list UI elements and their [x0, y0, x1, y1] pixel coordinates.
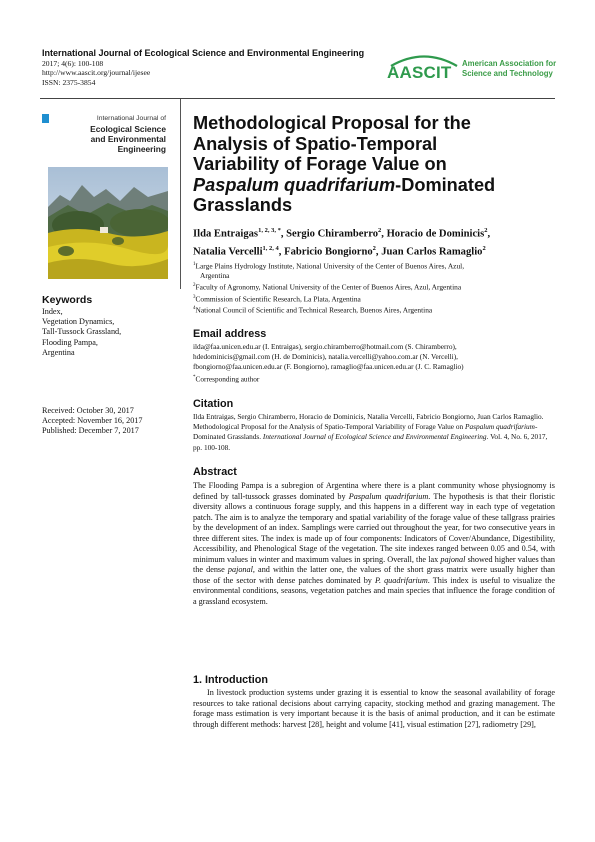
title-line: Grasslands [193, 195, 293, 216]
author-name: Juan Carlos Ramaglio [381, 246, 483, 258]
abstract-part: The Flooding Pampa is a subregion of Argentina where there is a plant community whose physiognomy is defined by tall-tussock grasses dominated by [193, 481, 555, 501]
author-separator: , [375, 246, 382, 258]
cover-title-intro: International Journal of [96, 115, 166, 122]
email-addresses [193, 342, 555, 384]
citation-part: Vol. 4, No. 6, 2017, pp. 100-108. [193, 432, 548, 452]
date-received: Received: October 30, 2017 [42, 406, 134, 415]
journal-url[interactable]: http://www.aascit.org/journal/ijesee [42, 68, 151, 78]
email-line[interactable]: hdedominicis@gmail.com (H. de Dominicis), natalia.vercelli@yahoo.com.ar (N. Vercelli), [193, 352, 458, 362]
corresponding-label: Corresponding author [195, 374, 260, 384]
cover-title [54, 114, 166, 154]
cover-landscape-image [48, 167, 168, 279]
author-affil-sup: 2 [482, 244, 486, 252]
journal-issn: ISSN: 2375-3854 [42, 77, 96, 87]
corresponding-author-note [193, 373, 555, 385]
introduction-heading: 1. Introduction [193, 674, 268, 686]
cover-title-line: and Environmental [90, 134, 166, 144]
logo-wordmark: AASCIT [387, 63, 452, 82]
author-list [193, 224, 555, 259]
keyword: Tall-Tussock Grassland, [42, 327, 122, 337]
article-dates [42, 406, 143, 437]
author-name: Horacio de Dominicis [386, 228, 485, 240]
affiliation-text: Large Plains Hydrology Institute, National University of the Center of Buenos Aires, Azul, [195, 261, 465, 271]
author-affil-sup: 2 [484, 227, 488, 234]
title-line-rest: -Dominated [395, 174, 496, 195]
author-name: Natalia Vercelli [193, 246, 263, 258]
author-affil-sup: 1, 2, 3, * [258, 227, 281, 234]
author-separator: , [280, 228, 287, 240]
citation-species: Paspalum quadrifarium [465, 422, 535, 432]
column-divider [180, 99, 181, 289]
affiliation [193, 281, 555, 292]
introduction-text: In livestock production systems under grazing it is essential to know the seasonal availability of forage resources to take rational decisions about carrying capacity, stocking method and grazing management. The forage mass estimation is very important because it is the basis of animal production, and it can be estimate through different methods: harvest [28], height and volume [41], visual estimation [27], radiometry [29], [193, 688, 555, 729]
abstract-term: pajonal [440, 554, 466, 564]
affiliation-number: 3 [193, 294, 196, 300]
title-line [193, 175, 553, 196]
cover-title-line: Engineering [117, 144, 166, 154]
email-line[interactable]: fbongiorno@faa.unicen.edu.ar (F. Bongiorno), ramaglio@faa.unicen.edu.ar (J. C. Ramaglio) [193, 362, 464, 372]
abstract-part: . The hypothesis is that their floristic diversity allows a continuous forage supply, and this happens in a different way in each type of vegetation patch. The aim is to analyze the temporary and spatial variability of the forage value of these tallgrass prairies by the development of an index. Samplings were carried out throughout the year, for two consecutive years in three different sites. The index is made up of four components: Indicators of Cover/Abundance, Digestibility, Accessibility, and Phenological Stage of the vegetation. The site indexes ranged between 0.05 and 0.54, with minimum values in winter and maximum values in spring. Overall, the lax [193, 491, 555, 564]
affiliations [193, 260, 555, 316]
affiliation-text: Commission of Scientific Research, La Plata, Argentina [195, 294, 361, 304]
journal-title: International Journal of Ecological Science and Environmental Engineering [42, 48, 365, 58]
journal-meta [42, 59, 150, 87]
author-name: Ilda Entraigas [193, 228, 259, 240]
author-separator: , [278, 246, 285, 258]
email-heading: Email address [193, 328, 267, 340]
citation-part: -Dominated Grasslands. [193, 422, 538, 442]
citation-text [193, 412, 555, 453]
affiliation [193, 260, 555, 271]
keyword: Index, [42, 307, 63, 316]
logo-subtitle-line: Science and Technology [462, 69, 553, 78]
affiliation-text: National Council of Scientific and Technical Research, Buenos Aires, Argentina [195, 305, 433, 315]
cover-accent-block [42, 114, 49, 123]
abstract-part: , and within the latter one, the values of the short grass matrix were usually higher than those of the sector with dense patches dominated by [193, 565, 555, 585]
title-line: Methodological Proposal for the [193, 113, 471, 133]
affiliation-number: 1 [193, 262, 196, 267]
email-line[interactable]: ilda@faa.unicen.edu.ar (I. Entraigas), sergio.chiramberro@hotmail.com (S. Chiramberro), [193, 342, 457, 351]
aascit-logo [387, 53, 557, 89]
logo-subtitle [462, 59, 556, 79]
title-line: Analysis of Spatio-Temporal [193, 133, 438, 154]
keyword: Argentina [42, 347, 75, 357]
corresponding-mark: * [193, 374, 196, 380]
author-line [193, 224, 555, 242]
abstract-species: Paspalum quadrifarium [348, 491, 429, 501]
abstract-species: P. quadrifarium [375, 575, 428, 585]
cover-title-line: Ecological Science [90, 124, 166, 134]
author-affil-sup: 2 [372, 244, 376, 252]
journal-issue: 2017; 4(6): 100-108 [42, 59, 104, 68]
abstract-part: . This index is useful to visualize the environmental conditions, seasons, vegetation patches and main species that influence the forage condition of a grassland ecosystem. [193, 575, 556, 607]
affiliation-continued: Argentina [200, 271, 230, 281]
author-affil-sup: 2 [378, 227, 382, 234]
abstract-part: showed higher values than the dense [193, 554, 555, 575]
abstract-term: pajonal [227, 565, 253, 575]
abstract-text [193, 481, 555, 608]
title-species: Paspalum quadrifarium [193, 174, 396, 195]
date-published: Published: December 7, 2017 [42, 426, 139, 436]
affiliation-text: Faculty of Agronomy, National University of the Center of Buenos Aires, Azul, Argentina [195, 282, 462, 292]
affiliation-number: 2 [193, 283, 196, 289]
affiliation [193, 304, 555, 315]
keywords-heading: Keywords [42, 294, 93, 306]
author-name: Fabricio Bongiorno [284, 246, 373, 258]
journal-cover [40, 112, 168, 280]
title-line: Variability of Forage Value on [193, 154, 447, 175]
keyword: Flooding Pampa, [42, 337, 98, 347]
abstract-heading: Abstract [193, 466, 237, 478]
header-divider [40, 98, 555, 99]
keyword: Vegetation Dynamics, [42, 317, 115, 327]
citation-heading: Citation [193, 398, 234, 410]
citation-journal: International Journal of Ecological Science and Environmental Engineering. [262, 432, 489, 442]
author-line [193, 242, 555, 260]
affiliation [193, 293, 555, 304]
date-accepted: Accepted: November 16, 2017 [42, 416, 143, 426]
logo-subtitle-line: American Association for [462, 59, 557, 68]
keywords-list [42, 307, 121, 358]
author-affil-sup: 1, 2, 4 [262, 244, 279, 252]
article-title [193, 113, 553, 216]
citation-part: Ilda Entraigas, Sergio Chiramberro, Horacio de Dominicis, Natalia Vercelli, Fabricio Bongiorno, Juan Carlos Ramaglio. Methodological Proposal for the Analysis of Spatio-Temporal Variability of Forage Value on [193, 412, 544, 432]
author-separator: , [487, 228, 491, 240]
affiliation-number: 4 [193, 306, 196, 312]
author-name: Sergio Chiramberro [286, 228, 379, 240]
author-separator: , [381, 228, 387, 240]
